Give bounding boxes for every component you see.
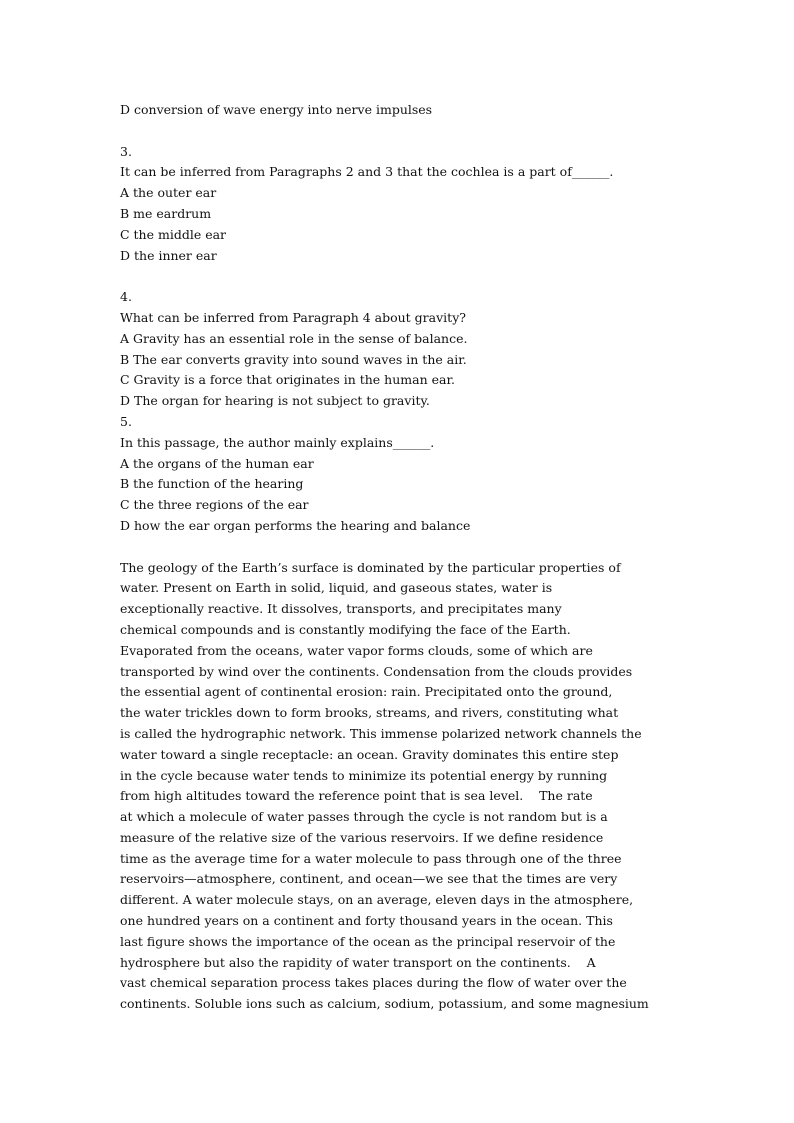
passage-line: hydrosphere but also the rapidity of water transport on the continents. A: [120, 954, 596, 970]
question-number: 3.: [120, 143, 132, 159]
option-b: B the function of the hearing: [120, 476, 304, 492]
spacer: [120, 537, 680, 558]
passage-line: Evaporated from the oceans, water vapor forms clouds, some of which are: [120, 642, 593, 658]
option-d: D the inner ear: [120, 247, 217, 263]
question-number: 5.: [120, 413, 132, 429]
option-c: C the middle ear: [120, 226, 227, 242]
option-b: B The ear converts gravity into sound waves in the air.: [120, 351, 467, 367]
passage-line: time as the average time for a water molecule to pass through one of the three: [120, 850, 622, 866]
option-b: B me eardrum: [120, 205, 212, 221]
spacer: [120, 121, 680, 142]
document-page: [120, 100, 680, 1015]
passage-line: reservoirs—atmosphere, continent, and ocean—we see that the times are very: [120, 871, 618, 887]
question-text: In this passage, the author mainly explains______.: [120, 434, 435, 450]
option-d: D The organ for hearing is not subject to gravity.: [120, 393, 430, 409]
passage-line: vast chemical separation process takes places during the flow of water over the: [120, 975, 627, 991]
passage-line: from high altitudes toward the reference point that is sea level. The rate: [120, 788, 593, 804]
passage-line: exceptionally reactive. It dissolves, transports, and precipitates many: [120, 601, 562, 617]
passage-line: different. A water molecule stays, on an average, eleven days in the atmosphere,: [120, 892, 634, 908]
spacer: [120, 266, 680, 287]
option-d: D how the ear organ performs the hearing and balance: [120, 517, 471, 533]
option-c: C the three regions of the ear: [120, 497, 309, 513]
passage-line: continents. Soluble ions such as calcium, sodium, potassium, and some magnesium: [120, 996, 649, 1012]
option-a: A Gravity has an essential role in the sense of balance.: [120, 330, 468, 346]
passage-line: one hundred years on a continent and forty thousand years in the ocean. This: [120, 913, 613, 929]
passage-line: water. Present on Earth in solid, liquid, and gaseous states, water is: [120, 580, 553, 596]
question-5: [120, 412, 680, 537]
question-text: It can be inferred from Paragraphs 2 and 3 that the cochlea is a part of______.: [120, 164, 614, 180]
passage-line: at which a molecule of water passes through the cycle is not random but is a: [120, 809, 608, 825]
passage-line: The geology of the Earth’s surface is dominated by the particular properties of: [120, 559, 621, 575]
question-text: What can be inferred from Paragraph 4 about gravity?: [120, 309, 466, 325]
passage-line: in the cycle because water tends to minimize its potential energy by running: [120, 767, 608, 783]
passage-line: last figure shows the importance of the ocean as the principal reservoir of the: [120, 933, 616, 949]
option-c: C Gravity is a force that originates in the human ear.: [120, 372, 456, 388]
passage-line: is called the hydrographic network. This immense polarized network channels the: [120, 725, 642, 741]
question-4: [120, 287, 680, 412]
passage-line: measure of the relative size of the various reservoirs. If we define residence: [120, 829, 604, 845]
q2-option-d: D conversion of wave energy into nerve impulses: [120, 102, 433, 117]
passage-line: transported by wind over the continents. Condensation from the clouds provides: [120, 663, 633, 679]
passage-line: the water trickles down to form brooks, streams, and rivers, constituting what: [120, 705, 619, 721]
option-a: A the organs of the human ear: [120, 455, 314, 471]
question-number: 4.: [120, 289, 132, 305]
passage-line: water toward a single receptacle: an ocean. Gravity dominates this entire step: [120, 746, 619, 762]
passage-line: the essential agent of continental erosion: rain. Precipitated onto the ground,: [120, 684, 613, 700]
question-3: [120, 142, 680, 267]
reading-passage: [120, 558, 680, 1016]
option-a: A the outer ear: [120, 185, 217, 201]
passage-line: chemical compounds and is constantly modifying the face of the Earth.: [120, 621, 571, 637]
